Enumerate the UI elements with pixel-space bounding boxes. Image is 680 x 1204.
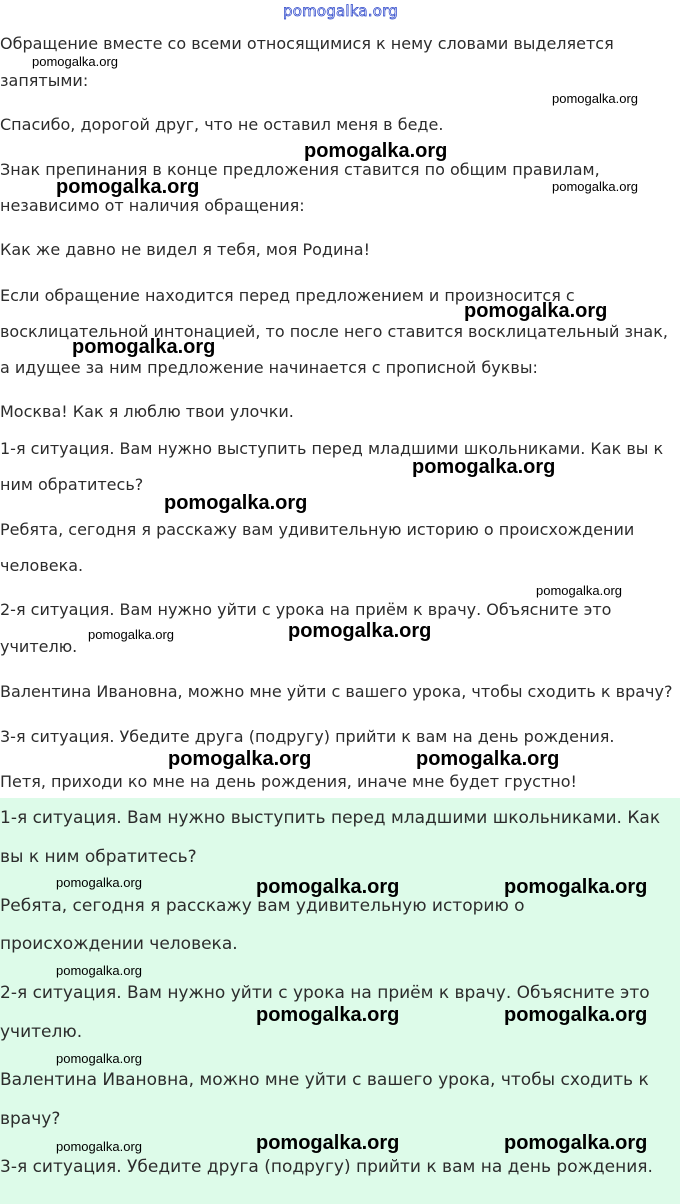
watermark: pomogalka.org [56,875,142,890]
body-line: Петя, приходи ко мне на день рождения, иначе мне будет грустно! [0,772,577,791]
body-line: человека. [0,556,84,575]
body-line: запятыми: [0,71,89,90]
body-line: 1-я ситуация. Вам нужно выступить перед младшими школьниками. Как вы к [0,439,664,458]
answer-line: происхождении человека. [0,934,238,954]
body-line: ним обратитесь? [0,475,144,494]
watermark: pomogalka.org [164,492,308,514]
watermark: pomogalka.org [56,176,200,198]
watermark: pomogalka.org [56,963,142,978]
watermark: pomogalka.org [504,1004,648,1026]
body-line: Спасибо, дорогой друг, что не оставил меня в беде. [0,115,444,134]
watermark: pomogalka.org [56,1051,142,1066]
body-line: а идущее за ним предложение начинается с прописной буквы: [0,358,538,377]
watermark: pomogalka.org [552,179,638,194]
body-line: Обращение вместе со всеми относящимися к нему словами выделяется [0,34,614,53]
answer-line: врачу? [0,1109,61,1129]
answer-line: 2-я ситуация. Вам нужно уйти с урока на приём к врачу. Объясните это [0,983,650,1003]
body-line: Москва! Как я люблю твои улочки. [0,402,294,421]
body-line: восклицательной интонацией, то после него ставится восклицательный знак, [0,322,668,341]
body-line: 3-я ситуация. Убедите друга (подругу) прийти к вам на день рождения. [0,727,615,746]
watermark: pomogalka.org [552,91,638,106]
watermark: pomogalka.org [256,876,400,898]
watermark: pomogalka.org [412,456,556,478]
watermark: pomogalka.org [56,1139,142,1154]
answer-line: учителю. [0,1022,83,1042]
site-logo[interactable]: pomogalka.org [283,2,398,20]
answer-line: 3-я ситуация. Убедите друга (подругу) прийти к вам на день рождения. [0,1157,653,1177]
watermark: pomogalka.org [304,140,448,162]
body-line: Как же давно не видел я тебя, моя Родина! [0,240,371,259]
body-line: 2-я ситуация. Вам нужно уйти с урока на приём к врачу. Объясните это [0,600,612,619]
watermark: pomogalka.org [32,54,118,69]
watermark: pomogalka.org [88,627,174,642]
body-line: независимо от наличия обращения: [0,196,305,215]
answer-line: вы к ним обратитесь? [0,847,197,867]
body-line: Если обращение находится перед предложением и произносится с [0,286,575,305]
watermark: pomogalka.org [72,336,216,358]
watermark: pomogalka.org [416,748,560,770]
watermark: pomogalka.org [288,620,432,642]
body-line: Валентина Ивановна, можно мне уйти с вашего урока, чтобы сходить к врачу? [0,682,673,701]
body-line: Знак препинания в конце предложения ставится по общим правилам, [0,160,600,179]
watermark: pomogalka.org [504,876,648,898]
watermark: pomogalka.org [536,583,622,598]
watermark: pomogalka.org [168,748,312,770]
watermark: pomogalka.org [256,1004,400,1026]
watermark: pomogalka.org [504,1132,648,1154]
answer-line: Валентина Ивановна, можно мне уйти с вашего урока, чтобы сходить к [0,1070,649,1090]
watermark: pomogalka.org [464,300,608,322]
body-line: Ребята, сегодня я расскажу вам удивительную историю о происхождении [0,520,635,539]
body-line: учителю. [0,637,78,656]
answer-line: Ребята, сегодня я расскажу вам удивительную историю о [0,896,525,916]
watermark: pomogalka.org [256,1132,400,1154]
answer-line: 1-я ситуация. Вам нужно выступить перед младшими школьниками. Как [0,808,661,828]
